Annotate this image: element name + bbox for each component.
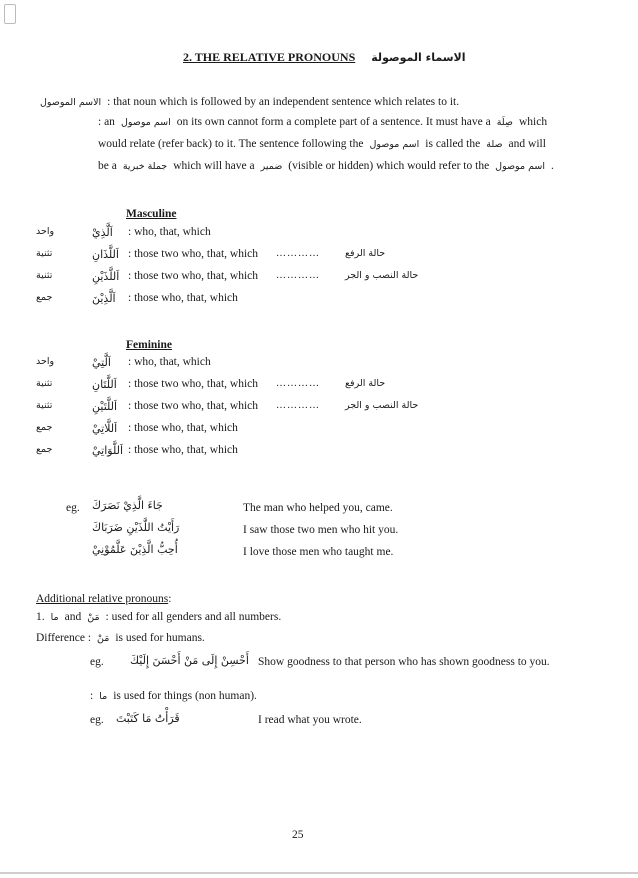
additional-and: and [64, 611, 82, 623]
example-english: The man who helped you, came. [243, 502, 393, 514]
intro-text-2b: on its own cannot form a complete part of a sentence. It must have a [176, 116, 491, 128]
intro-text-2c: which [519, 116, 548, 128]
number-label: تثنية [36, 248, 53, 259]
additional-ar-ma: ما [50, 612, 59, 623]
page-corner-mark [4, 4, 16, 24]
eg1-label: eg. [90, 656, 104, 668]
examples-label: eg. [66, 502, 80, 514]
grammatical-case: حالة النصب و الجر [345, 270, 419, 281]
intro-ar-2b: صِلَة [496, 117, 513, 128]
leader-dots: ………… [276, 270, 320, 281]
additional-num: 1. [36, 611, 45, 623]
number-label: جمع [36, 444, 53, 455]
additional-ar-man: مَنْ [87, 612, 100, 623]
intro-ar-4a: جملة خبرية [122, 161, 168, 172]
grammatical-case: حالة الرفع [345, 378, 386, 389]
difference-ar: مَنْ [97, 633, 110, 644]
arabic-pronoun: اَلَّتِيْ [92, 356, 111, 369]
number-label: جمع [36, 292, 53, 303]
intro-text-4a: be a [98, 160, 117, 172]
leader-dots: ………… [276, 400, 320, 411]
example-arabic: رَأَيْتُ اللَّذَيْنِ ضَرَبَاكَ [92, 521, 180, 534]
example-english: I saw those two men who hit you. [243, 524, 399, 536]
pronoun-meaning: : those two who, that, which [128, 248, 258, 260]
arabic-pronoun: اَللَّتَانِ [92, 378, 117, 391]
example-english: I love those men who taught me. [243, 546, 394, 558]
ma-text: is used for things (non human). [113, 690, 257, 702]
number-label: واحد [36, 226, 55, 237]
intro-ar-3b: صلة [486, 139, 503, 150]
number-label: تثنية [36, 378, 53, 389]
leader-dots: ………… [276, 378, 320, 389]
pronoun-meaning: : who, that, which [128, 226, 211, 238]
intro-line-3 [98, 138, 546, 150]
leader-dots: ………… [276, 248, 320, 259]
intro-line-4 [98, 160, 554, 172]
additional-line-1 [36, 611, 281, 623]
grammatical-case: حالة الرفع [345, 248, 386, 259]
page-number: 25 [292, 829, 304, 841]
intro-text-3a: would relate (refer back) to it. The sentence following the [98, 138, 364, 150]
pronoun-meaning: : those two who, that, which [128, 270, 258, 282]
intro-text-2a: : an [98, 116, 115, 128]
title-english: 2. THE RELATIVE PRONOUNS [183, 50, 356, 64]
example-arabic: أُحِبُّ الَّذِيْنَ عَلَّمُوْنِيْ [92, 543, 178, 556]
intro-ar-2a: اسم موصول [120, 117, 171, 128]
pronoun-meaning: : those who, that, which [128, 444, 238, 456]
pronoun-meaning: : those two who, that, which [128, 400, 258, 412]
feminine-heading: Feminine [126, 339, 172, 351]
eg2-arabic: قَرَأْتُ مَا كَتَبْتَ [116, 712, 180, 725]
arabic-pronoun: اَللَّتَيْنِ [92, 400, 118, 413]
arabic-pronoun: اَلَّذِيْنَ [92, 292, 116, 305]
additional-heading-row [36, 593, 171, 605]
intro-text-4d: . [551, 160, 554, 172]
pronoun-meaning: : those two who, that, which [128, 378, 258, 390]
additional-heading: Additional relative pronouns [36, 593, 169, 605]
arabic-pronoun: اَللَّاتِيْ [92, 422, 118, 435]
intro-text-4c: (visible or hidden) which would refer to the [288, 160, 490, 172]
intro-line-2 [98, 116, 547, 128]
intro-text-4b: which will have a [173, 160, 255, 172]
eg2-label: eg. [90, 714, 104, 726]
ma-line [90, 690, 257, 702]
intro-ar-3a: اسم موصول [369, 139, 420, 150]
pronoun-meaning: : those who, that, which [128, 292, 238, 304]
arabic-pronoun: اَللَّوَاتِيْ [92, 444, 124, 457]
intro-ar-4c: اسم موصول [495, 161, 545, 172]
page-title [183, 50, 466, 65]
intro-text-3b: is called the [425, 138, 481, 150]
pronoun-meaning: : who, that, which [128, 356, 211, 368]
arabic-pronoun: اَللَّذَانِ [92, 248, 119, 261]
title-arabic: الاسماء الموصولة [371, 51, 466, 64]
grammatical-case: حالة النصب و الجر [345, 400, 419, 411]
difference-label: Difference : [36, 632, 92, 644]
intro-line-1 [40, 96, 459, 108]
eg1-arabic: أَحْسِنْ إِلَى مَنْ أَحْسَنَ إِلَيْكَ [130, 654, 249, 667]
arabic-pronoun: اَلَّذِيْ [92, 226, 113, 239]
pronoun-meaning: : those who, that, which [128, 422, 238, 434]
number-label: واحد [36, 356, 55, 367]
eg1-english: Show goodness to that person who has shown goodness to you. [258, 656, 550, 668]
example-arabic: جَاءَ الَّذِيْ نَصَرَكَ [92, 499, 163, 512]
intro-text-3c: and will [508, 138, 546, 150]
intro-ar-4b: ضمير [260, 161, 283, 172]
intro-label-arabic: الاسم الموصول [40, 97, 102, 108]
difference-text: is used for humans. [115, 632, 205, 644]
masculine-heading: Masculine [126, 208, 177, 220]
eg2-english: I read what you wrote. [258, 714, 362, 726]
number-label: تثنية [36, 400, 53, 411]
number-label: تثنية [36, 270, 53, 281]
additional-heading-colon: : [168, 593, 172, 605]
ma-ar: ما [99, 691, 108, 702]
bottom-divider [0, 872, 638, 874]
difference-line [36, 632, 205, 644]
number-label: جمع [36, 422, 53, 433]
ma-prefix: : [90, 690, 94, 702]
additional-text-1: : used for all genders and all numbers. [105, 611, 282, 623]
arabic-pronoun: اَللَّذَيْنِ [92, 270, 120, 283]
intro-text-1: : that noun which is followed by an independent sentence which relates to it. [107, 96, 460, 108]
